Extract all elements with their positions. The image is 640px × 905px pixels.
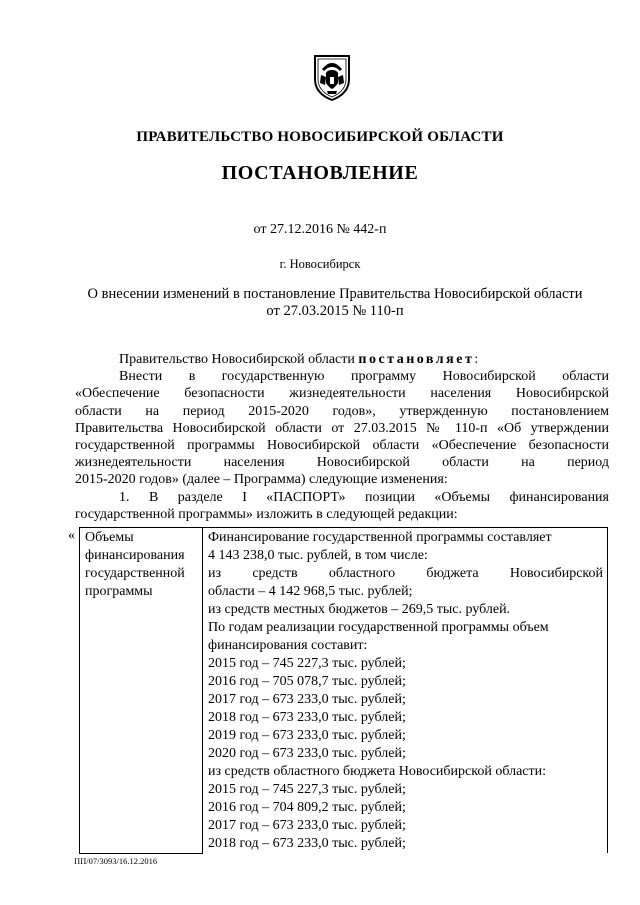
- document-footer-code: ПП/07/3093/16.12.2016: [74, 856, 158, 866]
- financing-line: Финансирование государственной программы составляет: [208, 530, 552, 545]
- financing-line: 2020 год – 673 233,0 тыс. рублей;: [208, 746, 406, 761]
- document-body: [75, 351, 609, 523]
- subject-line: от 27.03.2015 № 110-п: [266, 303, 404, 319]
- financing-line: 2017 год – 673 233,0 тыс. рублей;: [208, 818, 406, 833]
- paragraph-line: Правительства Новосибирской области от 27.03.2015 № 110-п «Об утверждении: [75, 420, 609, 436]
- financing-line: 2016 год – 705 078,7 тыс. рублей;: [208, 674, 406, 689]
- table-cell-label: [80, 528, 203, 854]
- coat-of-arms-icon: [312, 53, 352, 101]
- paragraph-line: государственной программы Новосибирской области «Обеспечение безопасности: [75, 438, 609, 454]
- document-date-number: от 27.12.2016 № 442-п: [253, 222, 387, 237]
- financing-line: финансирования составит:: [208, 638, 368, 653]
- financing-line: 2015 год – 745 227,3 тыс. рублей;: [208, 656, 406, 671]
- label-line: Объемы: [85, 530, 134, 545]
- government-name: ПРАВИТЕЛЬСТВО НОВОСИБИРСКОЙ ОБЛАСТИ: [136, 129, 504, 145]
- financing-line: 4 143 238,0 тыс. рублей, в том числе:: [208, 548, 428, 563]
- document-type: ПОСТАНОВЛЕНИЕ: [221, 162, 419, 184]
- financing-line: 2016 год – 704 809,2 тыс. рублей;: [208, 800, 406, 815]
- label-line: программы: [85, 584, 153, 599]
- financing-line: из средств областного бюджета Новосибирской: [208, 566, 603, 581]
- paragraph-line: «Обеспечение безопасности жизнедеятельности населения Новосибирской: [75, 386, 609, 402]
- paragraph-line: Внести в государственную программу Новосибирской области: [119, 369, 609, 385]
- paragraph-line: жизнедеятельности населения Новосибирской области на период: [75, 455, 609, 471]
- financing-line: 2018 год – 673 233,0 тыс. рублей;: [208, 836, 406, 851]
- financing-line: 2018 год – 673 233,0 тыс. рублей;: [208, 710, 406, 725]
- label-line: государственной: [85, 566, 185, 581]
- financing-line: 2015 год – 745 227,3 тыс. рублей;: [208, 782, 406, 797]
- paragraph-decree: [75, 351, 609, 368]
- decree-text: Правительство Новосибирской области: [119, 352, 355, 367]
- paragraph-line: области на период 2015-2020 годов», утвержденную постановлением: [75, 403, 609, 419]
- financing-line: области – 4 142 968,5 тыс. рублей;: [208, 584, 413, 599]
- passport-table: [79, 527, 608, 854]
- table-row: [80, 528, 608, 854]
- paragraph-line: 1. В разделе I «ПАСПОРТ» позиции «Объемы финансирования: [119, 489, 609, 505]
- document-city: г. Новосибирск: [279, 257, 361, 271]
- decree-colon: :: [474, 352, 479, 367]
- document-subject: [70, 286, 600, 320]
- financing-line: 2019 год – 673 233,0 тыс. рублей;: [208, 728, 406, 743]
- financing-line: из средств областного бюджета Новосибирской области:: [208, 764, 547, 779]
- financing-line: По годам реализации государственной программы объем: [208, 620, 549, 635]
- opening-quote: «: [68, 528, 75, 543]
- financing-line: 2017 год – 673 233,0 тыс. рублей;: [208, 692, 406, 707]
- paragraph-line: 2015-2020 годов» (далее – Программа) следующие изменения:: [75, 472, 448, 488]
- label-line: финансирования: [85, 548, 185, 563]
- table-cell-financing: [203, 528, 608, 854]
- financing-line: из средств местных бюджетов – 269,5 тыс. рублей.: [208, 602, 511, 617]
- paragraph-line: государственной программы» изложить в следующей редакции:: [75, 506, 458, 522]
- subject-line: О внесении изменений в постановление Правительства Новосибирской области: [87, 286, 583, 302]
- decree-keyword: постановляет: [358, 352, 475, 367]
